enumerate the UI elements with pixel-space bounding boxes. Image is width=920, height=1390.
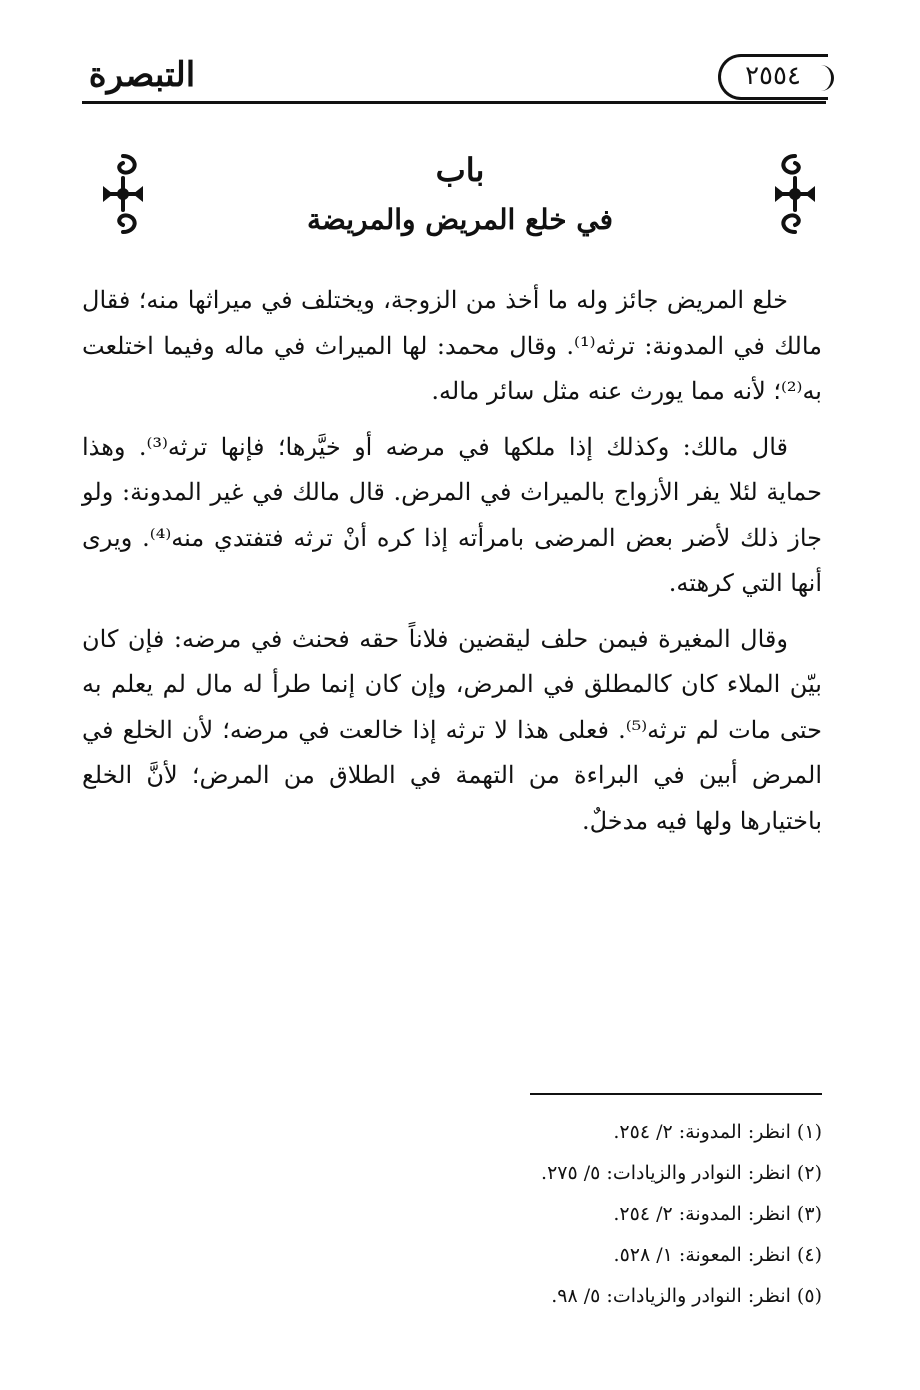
footnote: (١) انظر: المدونة: ٢/ ٢٥٤. bbox=[613, 1121, 822, 1143]
footnote: (٤) انظر: المعونة: ١/ ٥٢٨. bbox=[613, 1244, 822, 1266]
paragraph: خلع المريض جائز وله ما أخذ من الزوجة، ويختلف في ميراثها منه؛ فقال مالك في المدونة: ترثه⁽¹⁾. وقال محمد: لها الميراث في ماله وفيما اختلعت به⁽²⁾؛ لأنه مما يورث عنه مثل سائر ماله. bbox=[82, 286, 823, 405]
paragraph: قال مالك: وكذلك إذا ملكها في مرضه أو خيَّرها؛ فإنها ترثه⁽³⁾. وهذا حماية لئلا يفر الأزواج بالميراث في المرض. قال مالك في غير المدونة: ولو جاز ذلك لأضر بعض المرضى بامرأته إذا كره أنْ ترثه فتفتدي منه⁽⁴⁾. ويرى أنها التي كرهته. bbox=[82, 432, 822, 597]
paragraph: وقال المغيرة فيمن حلف ليقضين فلاناً حقه فحنث في مرضه: فإن كان بيّن الملاء كان كالمطلق في المرض، وإن كان إنما طرأ له مال لم يعلم به حتى مات لم ترثه⁽⁵⁾. فعلى هذا لا ترثه إذا خالعت في مرضه؛ لأن الخلع في المرض أبين في البراءة من التهمة في الطلاق من المرض؛ لأنَّ الخلع باختيارها ولها فيه مدخلٌ. bbox=[82, 624, 823, 835]
page-number: ٢٥٥٤ bbox=[745, 61, 801, 91]
header-rule bbox=[82, 101, 826, 104]
ornament-right-icon bbox=[767, 150, 823, 238]
footnote: (٥) انظر: النوادر والزيادات: ٥/ ٩٨. bbox=[551, 1285, 822, 1307]
chapter-label: باب bbox=[435, 151, 485, 189]
footnotes bbox=[400, 1112, 822, 1317]
footnote-rule bbox=[530, 1093, 822, 1095]
chapter-title: في خلع المريض والمريضة bbox=[306, 203, 614, 236]
ornament-left-icon bbox=[95, 150, 151, 238]
footnote: (٣) انظر: المدونة: ٢/ ٢٥٤. bbox=[613, 1203, 822, 1225]
footnote: (٢) انظر: النوادر والزيادات: ٥/ ٢٧٥. bbox=[541, 1162, 822, 1184]
body-text bbox=[82, 278, 822, 854]
book-title: التبصرة bbox=[88, 55, 196, 95]
